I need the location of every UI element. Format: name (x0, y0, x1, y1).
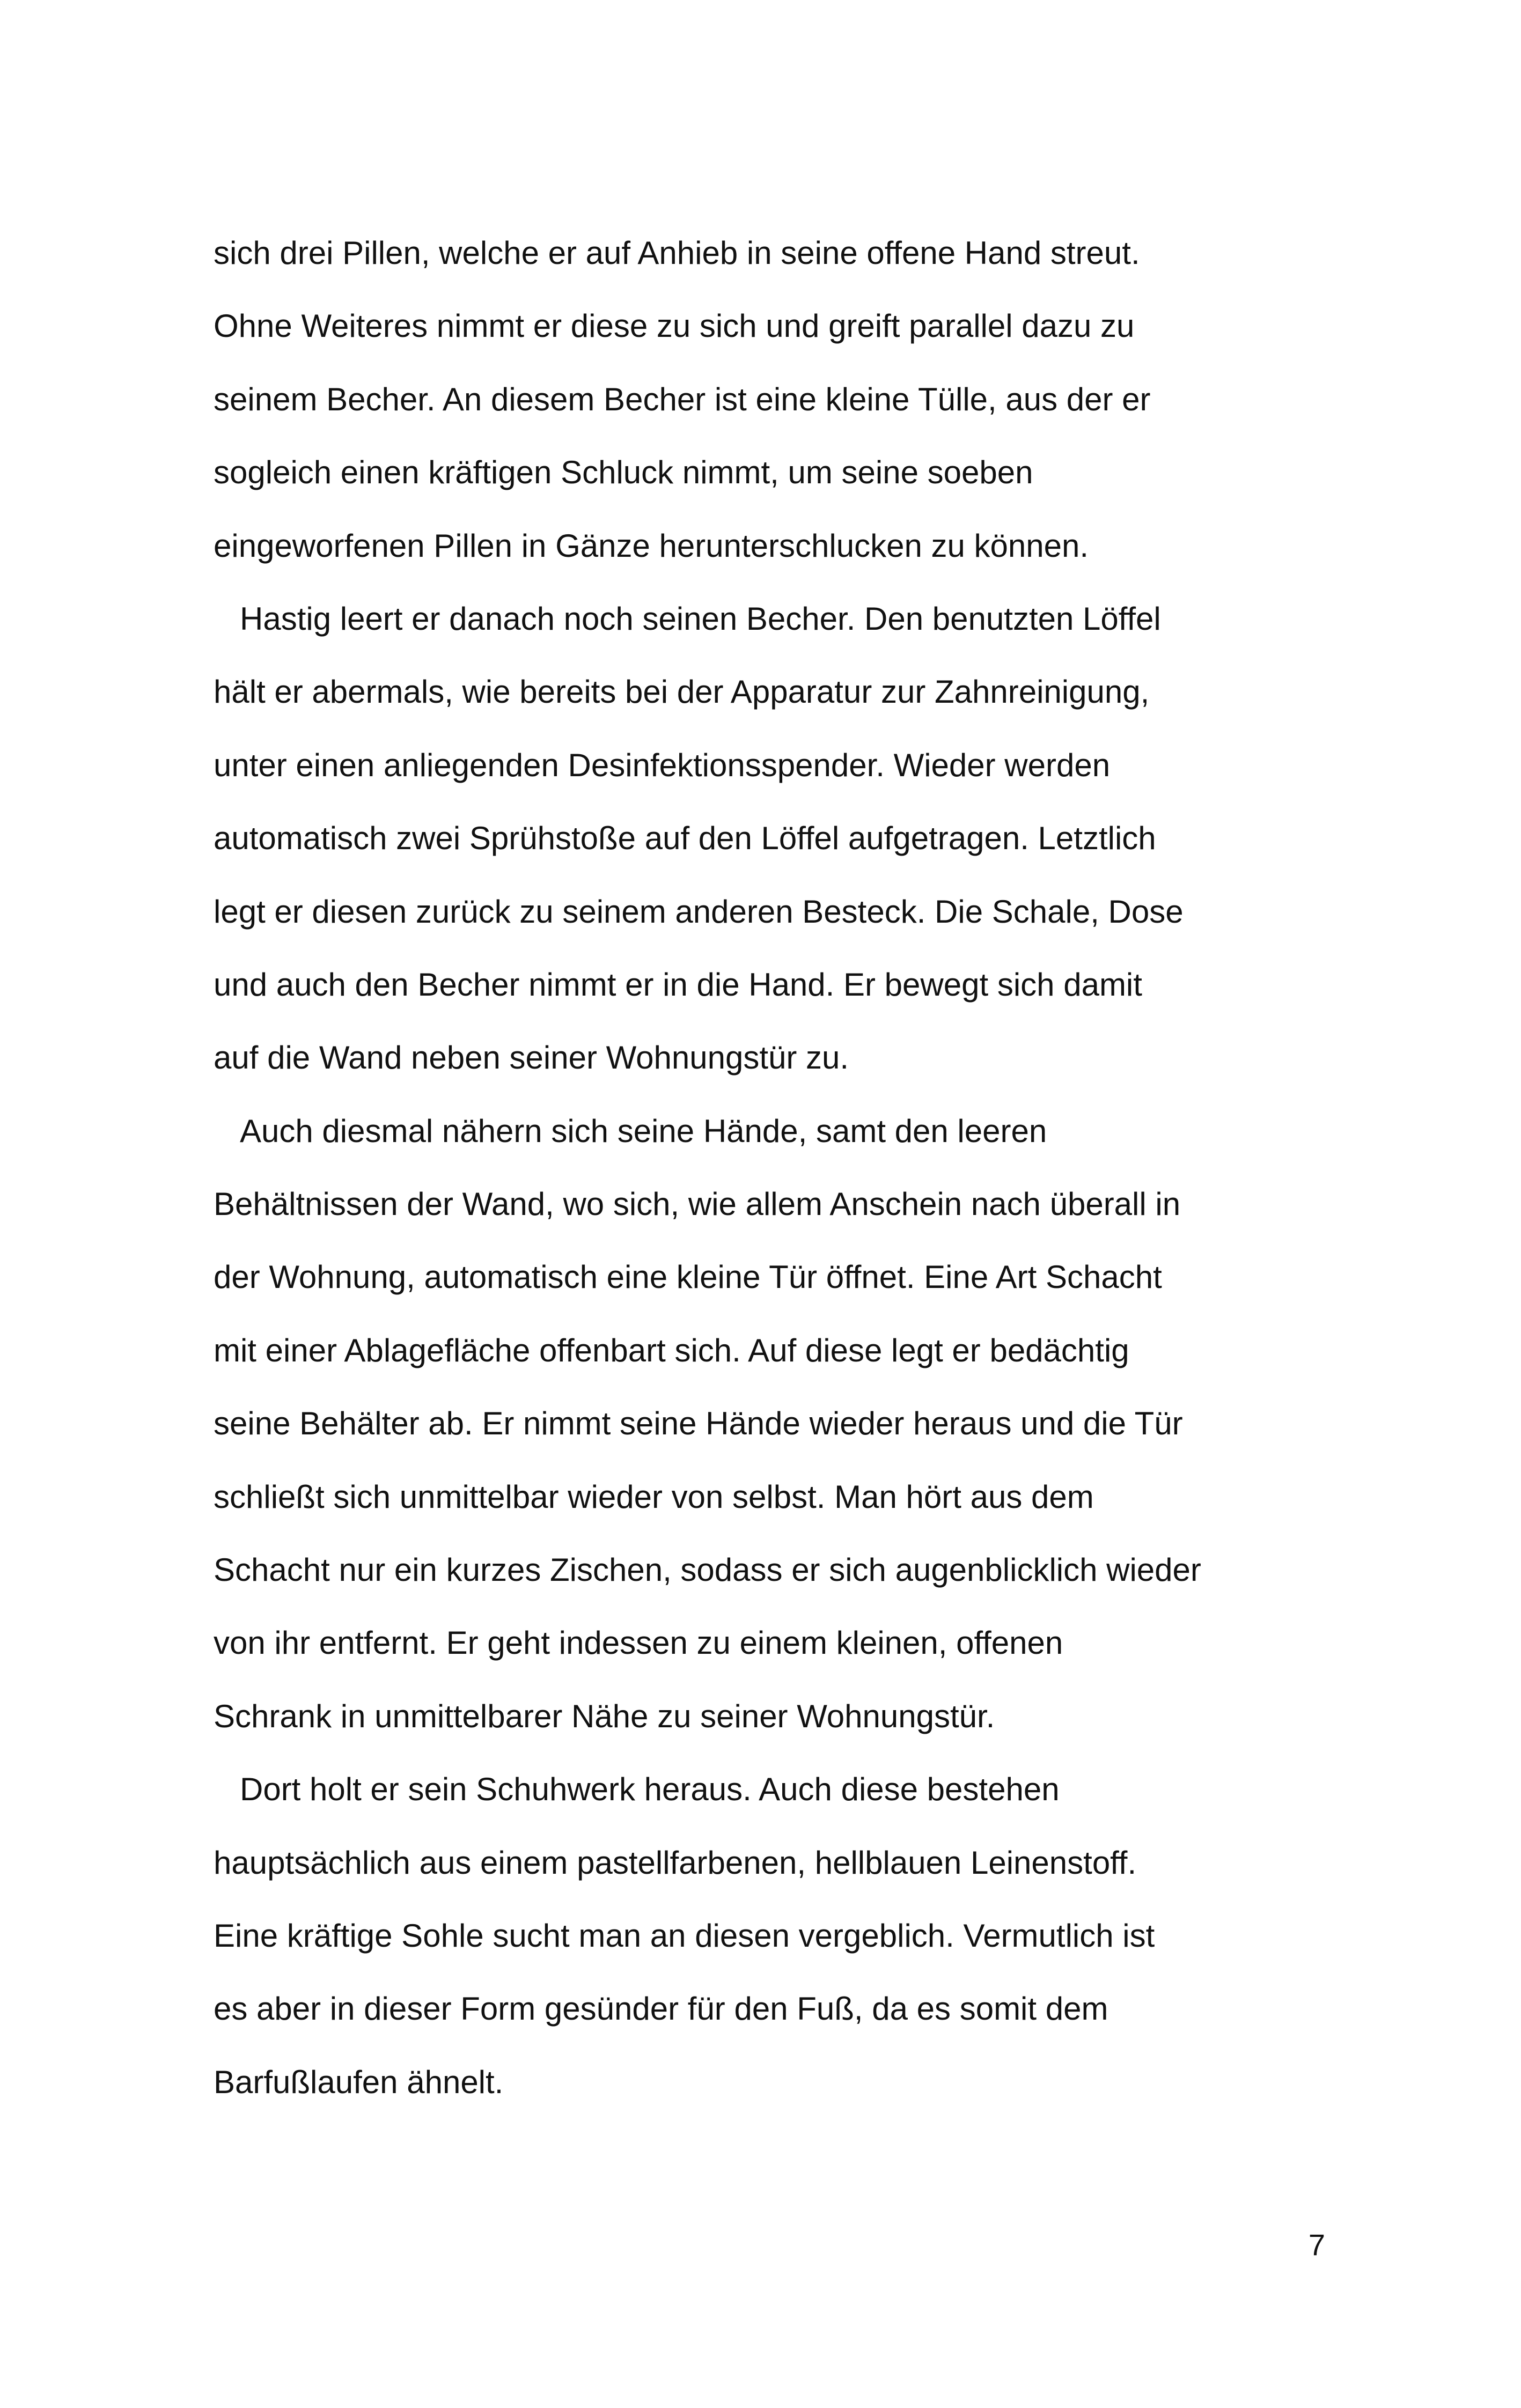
text-line: der Wohnung, automatisch eine kleine Tür öffnet. Eine Art Schacht (214, 1259, 1162, 1295)
text-line: legt er diesen zurück zu seinem anderen Besteck. Die Schale, Dose (214, 893, 1184, 930)
text-line: Barfußlaufen ähnelt. (214, 2064, 504, 2100)
paragraph-first-line: Auch diesmal nähern sich seine Hände, samt den leeren (240, 1113, 1047, 1149)
text-line: Eine kräftige Sohle sucht man an diesen vergeblich. Vermutlich ist (214, 1917, 1155, 1954)
text-line: auf die Wand neben seiner Wohnungstür zu. (214, 1040, 849, 1076)
text-line: Schrank in unmittelbarer Nähe zu seiner Wohnungstür. (214, 1698, 995, 1734)
text-line: unter einen anliegenden Desinfektionsspender. Wieder werden (214, 747, 1111, 783)
page-number: 7 (1308, 2228, 1325, 2262)
text-line: mit einer Ablagefläche offenbart sich. Auf diese legt er bedächtig (214, 1332, 1129, 1368)
text-line: und auch den Becher nimmt er in die Hand. Er bewegt sich damit (214, 966, 1142, 1003)
text-line: hauptsächlich aus einem pastellfarbenen, hellblauen Leinenstoff. (214, 1844, 1137, 1881)
text-line: sich drei Pillen, welche er auf Anhieb in seine offene Hand streut. (214, 235, 1140, 271)
text-line: es aber in dieser Form gesünder für den Fuß, da es somit dem (214, 1991, 1108, 2027)
text-line: Ohne Weiteres nimmt er diese zu sich und greift parallel dazu zu (214, 308, 1135, 344)
text-line: Schacht nur ein kurzes Zischen, sodass er sich augenblicklich wieder (214, 1552, 1201, 1588)
text-line: automatisch zwei Sprühstoße auf den Löffel aufgetragen. Letztlich (214, 820, 1156, 857)
text-line: sogleich einen kräftigen Schluck nimmt, um seine soeben (214, 454, 1033, 491)
text-line: eingeworfenen Pillen in Gänze herunterschlucken zu können. (214, 527, 1089, 564)
text-line: hält er abermals, wie bereits bei der Apparatur zur Zahnreinigung, (214, 674, 1150, 710)
text-line: seinem Becher. An diesem Becher ist eine kleine Tülle, aus der er (214, 381, 1151, 417)
paragraph-first-line: Dort holt er sein Schuhwerk heraus. Auch diese bestehen (240, 1771, 1060, 1808)
text-line: Behältnissen der Wand, wo sich, wie allem Anschein nach überall in (214, 1186, 1181, 1223)
text-line: von ihr entfernt. Er geht indessen zu einem kleinen, offenen (214, 1625, 1063, 1661)
paragraph-first-line: Hastig leert er danach noch seinen Becher. Den benutzten Löffel (240, 600, 1161, 637)
body-text (214, 217, 1329, 2119)
text-line: schließt sich unmittelbar wieder von selbst. Man hört aus dem (214, 1478, 1094, 1515)
text-line: seine Behälter ab. Er nimmt seine Hände wieder heraus und die Tür (214, 1405, 1183, 1442)
